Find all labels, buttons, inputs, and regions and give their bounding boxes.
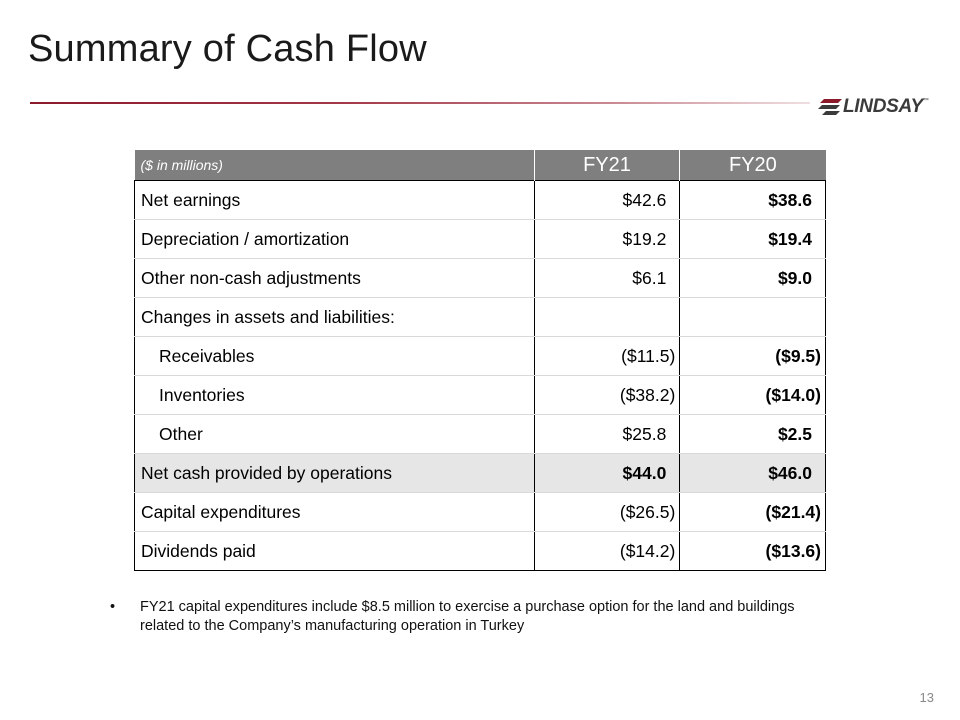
value-fy21: $19.2 — [534, 220, 680, 259]
row-label: Dividends paid — [135, 532, 535, 571]
table-row — [135, 376, 826, 415]
table-row — [135, 493, 826, 532]
row-label: Net earnings — [135, 181, 535, 220]
row-label: Inventories — [135, 376, 535, 415]
row-label: Other non-cash adjustments — [135, 259, 535, 298]
value-fy20: ($21.4) — [680, 493, 826, 532]
footnote — [110, 598, 810, 636]
page-number: 13 — [919, 690, 934, 705]
units-label: ($ in millions) — [135, 150, 535, 181]
table-row — [135, 298, 826, 337]
value-fy21: ($26.5) — [534, 493, 680, 532]
value-fy21: ($38.2) — [534, 376, 680, 415]
value-fy20: $19.4 — [680, 220, 826, 259]
row-label: Depreciation / amortization — [135, 220, 535, 259]
value-fy21: $42.6 — [534, 181, 680, 220]
table-row — [135, 259, 826, 298]
column-header-fy20: FY20 — [680, 150, 826, 181]
table-row — [135, 220, 826, 259]
value-fy20: $9.0 — [680, 259, 826, 298]
title-divider — [30, 102, 810, 104]
value-fy20: $2.5 — [680, 415, 826, 454]
table-row-total — [135, 454, 826, 493]
bullet-marker: • — [110, 599, 116, 615]
column-header-fy21: FY21 — [534, 150, 680, 181]
table-row — [135, 532, 826, 571]
value-fy20: $38.6 — [680, 181, 826, 220]
value-fy20: ($9.5) — [680, 337, 826, 376]
value-fy20: ($13.6) — [680, 532, 826, 571]
row-label: Other — [135, 415, 535, 454]
row-label: Net cash provided by operations — [135, 454, 535, 493]
lindsay-logo-mark-icon — [818, 97, 842, 117]
value-fy21: $44.0 — [534, 454, 680, 493]
lindsay-logo — [818, 96, 929, 118]
table-row — [135, 181, 826, 220]
row-label: Receivables — [135, 337, 535, 376]
logo-trademark: ™ — [922, 98, 929, 104]
value-fy21: ($11.5) — [534, 337, 680, 376]
value-fy21: $6.1 — [534, 259, 680, 298]
value-fy21 — [534, 298, 680, 337]
value-fy20: ($14.0) — [680, 376, 826, 415]
row-label: Changes in assets and liabilities: — [135, 298, 535, 337]
row-label: Capital expenditures — [135, 493, 535, 532]
value-fy20 — [680, 298, 826, 337]
logo-wordmark: LINDSAY — [843, 96, 923, 117]
table-header-row — [135, 150, 826, 181]
table-row — [135, 337, 826, 376]
value-fy20: $46.0 — [680, 454, 826, 493]
table-row — [135, 415, 826, 454]
slide-title: Summary of Cash Flow — [28, 28, 427, 70]
value-fy21: $25.8 — [534, 415, 680, 454]
cash-flow-table — [134, 150, 826, 571]
footnote-text: FY21 capital expenditures include $8.5 million to exercise a purchase option for the land and buildings related to the Company’s manufacturing operation in Turkey — [140, 599, 795, 634]
value-fy21: ($14.2) — [534, 532, 680, 571]
